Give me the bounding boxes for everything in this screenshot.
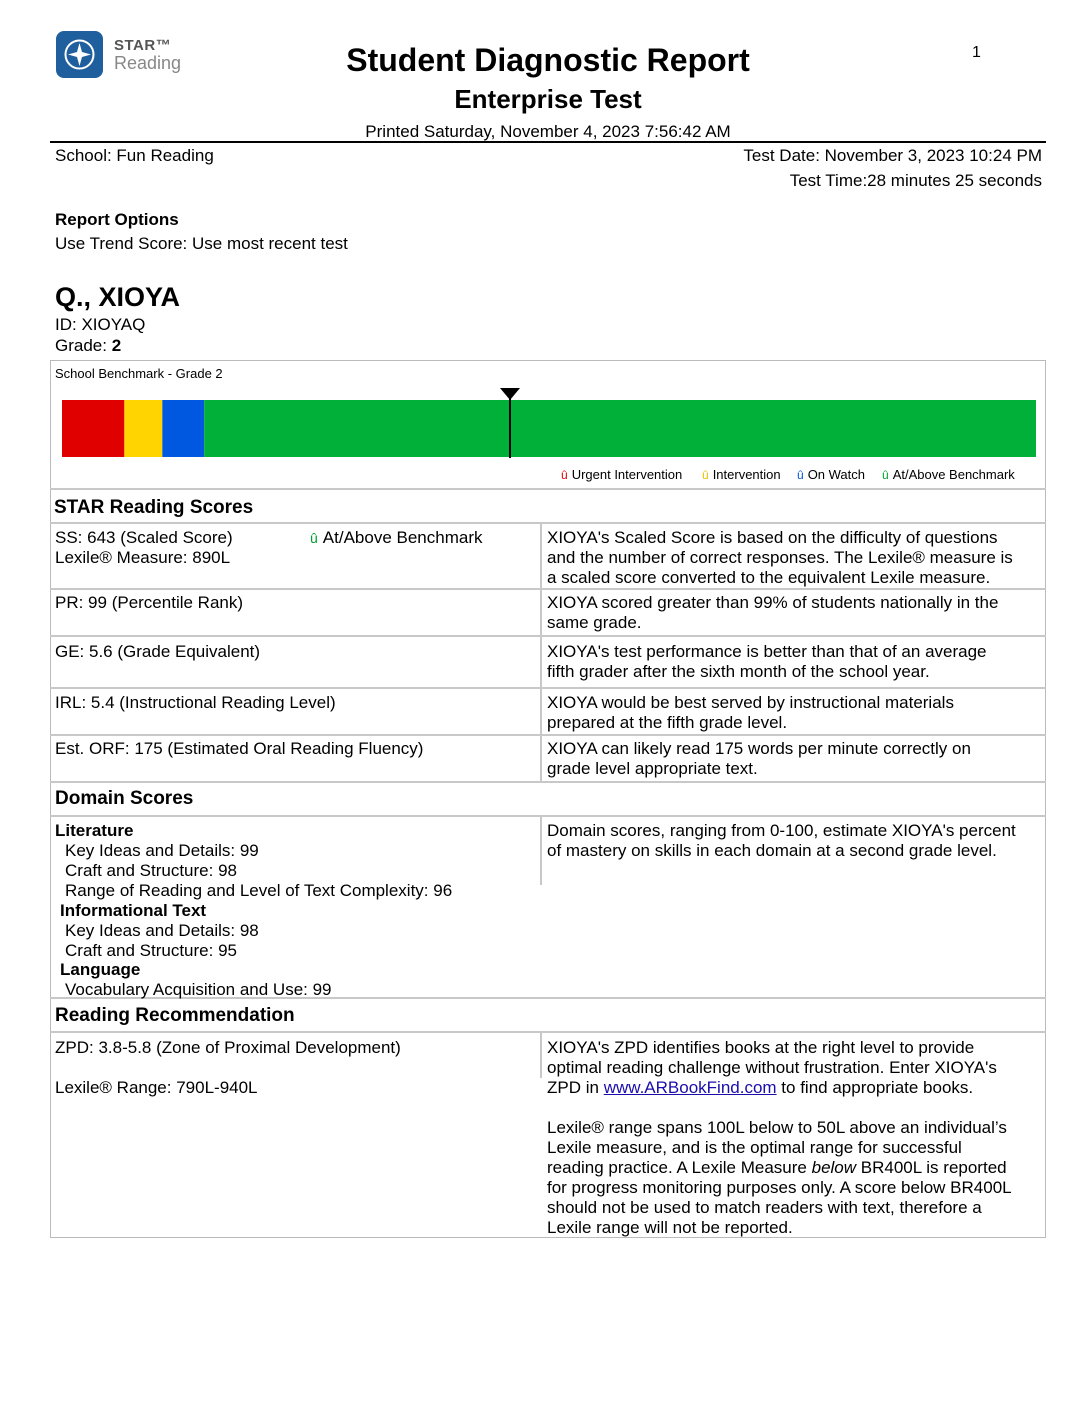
domain-description: Domain scores, ranging from 0-100, estimate XIOYA's percent of mastery on skills in each domain at a second grade level. <box>547 821 1016 860</box>
benchmark-title: School Benchmark - Grade 2 <box>55 366 223 381</box>
ss-status: û At/Above Benchmark <box>310 528 483 547</box>
row-divider <box>50 734 1046 736</box>
grade-label: Grade: <box>55 336 107 355</box>
grade-equivalent: GE: 5.6 (Grade Equivalent) <box>55 642 261 661</box>
row-divider <box>50 687 1046 689</box>
benchmark-bar <box>62 400 1036 457</box>
column-divider <box>540 522 542 781</box>
row-divider <box>50 588 1046 590</box>
info-key-ideas: Key Ideas and Details: 98 <box>65 921 259 940</box>
ge-description: XIOYA's test performance is better than that of an average fifth grader after the sixth month of the school year. <box>547 642 987 681</box>
benchmark-segment-2 <box>162 400 204 457</box>
lit-key-ideas: Key Ideas and Details: 99 <box>65 841 259 860</box>
domain-literature: Literature <box>55 821 134 840</box>
test-time: Test Time:28 minutes 25 seconds <box>789 171 1042 190</box>
arbookfind-link[interactable]: www.ARBookFind.com <box>603 1078 777 1097</box>
student-grade <box>55 336 121 356</box>
instructional-reading-level: IRL: 5.4 (Instructional Reading Level) <box>55 693 336 712</box>
domain-language: Language <box>60 960 141 979</box>
lexile-measure: Lexile® Measure: 890L <box>55 548 231 567</box>
school-name: School: Fun Reading <box>55 146 214 165</box>
logo-brand: STAR™ <box>114 37 172 54</box>
info-craft-structure: Craft and Structure: 95 <box>65 941 237 960</box>
student-name: Q., XIOYA <box>55 282 181 312</box>
test-date: Test Date: November 3, 2023 10:24 PM <box>743 146 1042 165</box>
legend-on-watch-icon: û <box>797 468 804 482</box>
pr-description: XIOYA scored greater than 99% of students nationally in the same grade. <box>547 593 999 632</box>
legend-intervention: û Intervention <box>702 467 781 482</box>
row-divider <box>50 488 1046 490</box>
legend-intervention-icon: û <box>702 468 709 482</box>
legend-at-above: û At/Above Benchmark <box>882 467 1015 482</box>
legend-on-watch: û On Watch <box>797 467 866 482</box>
row-divider <box>50 815 1046 817</box>
legend-urgent: û Urgent Intervention <box>561 467 683 482</box>
trend-score-option: Use Trend Score: Use most recent test <box>55 234 348 253</box>
irl-description: XIOYA would be best served by instructional materials prepared at the fifth grade level. <box>547 693 954 732</box>
oral-reading-fluency: Est. ORF: 175 (Estimated Oral Reading Fluency) <box>55 739 424 758</box>
lang-vocabulary: Vocabulary Acquisition and Use: 99 <box>65 980 332 999</box>
row-divider <box>50 635 1046 637</box>
logo-product: Reading <box>114 53 182 73</box>
lit-range-reading: Range of Reading and Level of Text Complexity: 96 <box>65 881 453 900</box>
zpd-range: ZPD: 3.8-5.8 (Zone of Proximal Development) <box>55 1038 401 1057</box>
benchmark-marker-icon <box>498 386 522 458</box>
column-divider <box>540 815 542 885</box>
report-options-title: Report Options <box>55 210 179 229</box>
benchmark-segment-0 <box>62 400 124 457</box>
domain-informational: Informational Text <box>60 901 207 920</box>
benchmark-segment-3 <box>204 400 1036 457</box>
lexile-range: Lexile® Range: 790L-940L <box>55 1078 258 1097</box>
lit-craft-structure: Craft and Structure: 98 <box>65 861 237 880</box>
row-divider <box>50 781 1046 783</box>
row-divider <box>50 522 1046 524</box>
legend-at-above-icon: û <box>882 468 889 482</box>
domain-section-title: Domain Scores <box>55 788 194 809</box>
printed-date: Printed Saturday, November 4, 2023 7:56:42 AM <box>365 122 731 141</box>
scores-section-title: STAR Reading Scores <box>54 497 254 518</box>
scaled-score: SS: 643 (Scaled Score) <box>55 528 233 547</box>
column-divider <box>540 1031 542 1078</box>
header-divider <box>50 141 1046 143</box>
report-table <box>50 360 1046 1238</box>
lexile-description: Lexile® range spans 100L below to 50L above an individual’s Lexile measure, and is the optimal range for successful reading practice. A Lexile Measure below BR400L is reported for progress monitoring purposes only. A score below BR400L should not be used to match readers with text, therefore a Lexile range will not be reported. <box>547 1118 1012 1237</box>
report-title: Student Diagnostic Report <box>346 42 750 78</box>
percentile-rank: PR: 99 (Percentile Rank) <box>55 593 244 612</box>
legend-urgent-icon: û <box>561 468 568 482</box>
grade-value: 2 <box>106 336 122 355</box>
ss-description: XIOYA's Scaled Score is based on the difficulty of questions and the number of correct responses. The Lexile® measure is a scaled score converted to the equivalent Lexile measure. <box>547 528 1013 587</box>
benchmark-status-icon: û <box>310 530 318 546</box>
zpd-description: XIOYA's ZPD identifies books at the right level to provide optimal reading challenge without frustration. Enter XIOYA's ZPD in www.ARBookFind.com to find appropriate books. <box>547 1038 997 1097</box>
benchmark-segment-1 <box>124 400 162 457</box>
recommendation-section-title: Reading Recommendation <box>55 1005 295 1026</box>
orf-description: XIOYA can likely read 175 words per minute correctly on grade level appropriate text. <box>547 739 971 778</box>
row-divider <box>50 1031 1046 1033</box>
report-subtitle: Enterprise Test <box>454 84 642 114</box>
student-id: ID: XIOYAQ <box>55 315 146 334</box>
page-number: 1 <box>972 44 981 61</box>
